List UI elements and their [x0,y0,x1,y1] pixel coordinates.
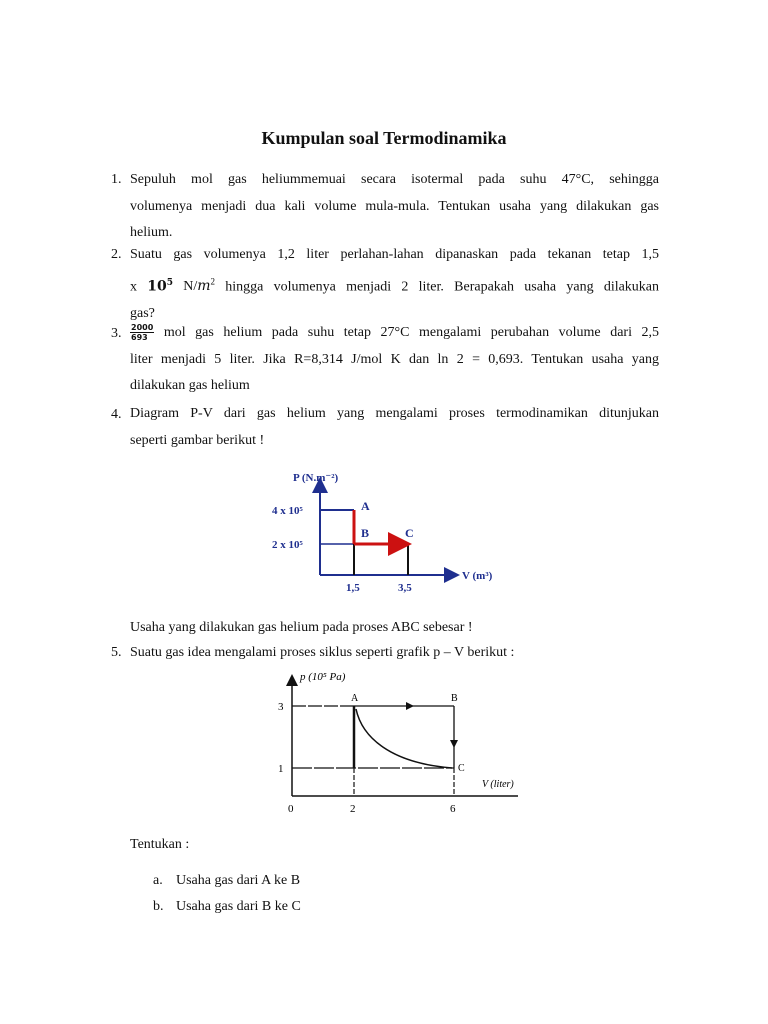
question-5-text: Suatu gas idea mengalami proses siklus seperti grafik p – V berikut : [130,645,515,660]
chart2-point-c: C [458,763,465,774]
question-5-number: 5. [111,645,122,660]
question-2-line-2-rest: hingga volumenya menjadi 2 liter. Berapakah usaha yang dilakukan [225,279,660,295]
question-3-line-1 [130,320,659,347]
fraction-numerator: 2000 [131,323,154,333]
question-2-line-2 [130,269,659,301]
answer-item-a-text: Usaha gas dari A ke B [176,873,301,888]
chart1-xtick-2: 3,5 [398,582,412,594]
question-4-line-2: seperti gambar berikut ! [130,432,265,448]
pv-diagram-1 [268,465,528,595]
question-4-number: 4. [111,407,122,422]
chart2-point-a: A [351,693,359,704]
question-2-number: 2. [111,247,122,262]
question-1-line-2: volumenya menjadi dua kali volume mula-mula. Tentukan usaha yang dilakukan gas [130,198,659,214]
chart1-ytick-2: 2 x 10⁵ [272,539,303,551]
chart2-xtick-6: 6 [450,803,456,815]
question-2-power-exp: 5 [166,277,173,288]
chart2-isotherm-curve [356,709,452,768]
question-1-line-3: helium. [130,225,173,240]
answer-item-b-label: b. [153,899,164,914]
chart2-xtick-2: 2 [350,803,356,815]
chart1-xlabel: V (m³) [462,570,493,582]
chart2-xlabel: V (liter) [482,779,514,790]
question-2-text [130,242,659,327]
fraction-denominator: 693 [131,333,148,343]
question-1-line-1: Sepuluh mol gas heliummemuai secara isotermal pada suhu 47°C, sehingga [130,172,659,187]
question-4-followup: Usaha yang dilakukan gas helium pada proses ABC sebesar ! [130,620,473,635]
question-3-fraction [130,323,154,342]
question-4-text [130,401,659,454]
question-4-line-1: Diagram P-V dari gas helium yang mengalami proses termodinamikan ditunjukan [130,406,659,421]
page-title: Kumpulan soal Termodinamika [261,128,507,148]
question-3-line-3: dilakukan gas helium [130,378,250,393]
chart2-ytick-1: 1 [278,763,284,775]
chart2-ab-arrow [406,702,414,710]
chart1-ytick-1: 4 x 10⁵ [272,505,303,517]
answer-item-a-label: a. [153,873,163,888]
question-3-line-2: liter menjadi 5 liter. Jika R=8,314 J/mol K dan ln 2 = 0,693. Tentukan usaha yang [130,351,659,367]
chart1-ylabel: P (N.m⁻²) [293,472,339,484]
chart1-point-c: C [405,526,414,540]
chart1-point-b: B [361,526,370,540]
chart2-point-b: B [451,693,458,704]
question-2-unit: $N/m^2$ [183,276,216,295]
question-2-x: x [130,279,137,295]
chart1-point-a: A [361,499,370,513]
question-2-line-1: Suatu gas volumenya 1,2 liter perlahan-lahan dipanaskan pada tekanan tetap 1,5 [130,247,659,262]
chart2-ylabel-symbol: p (10⁵ Pa) [300,671,346,683]
tentukan-label: Tentukan : [130,837,190,852]
question-3-line-1-text: mol gas helium pada suhu tetap 27°C mengalami perubahan volume dari 2,5 [163,325,660,340]
chart2-ytick-3: 3 [278,701,284,713]
pv-diagram-2 [270,667,530,817]
chart1-xtick-1: 1,5 [346,582,360,594]
question-1-text [130,167,659,247]
question-1-number: 1. [111,172,122,187]
chart2-xtick-0: 0 [288,803,294,815]
chart2-bc-arrow [450,740,458,748]
question-3-text [130,320,659,400]
question-3-number: 3. [111,326,122,341]
answer-item-b-text: Usaha gas dari B ke C [176,899,301,914]
question-2-power-base: 10 [147,278,167,295]
question-2-line-3: gas? [130,305,155,321]
